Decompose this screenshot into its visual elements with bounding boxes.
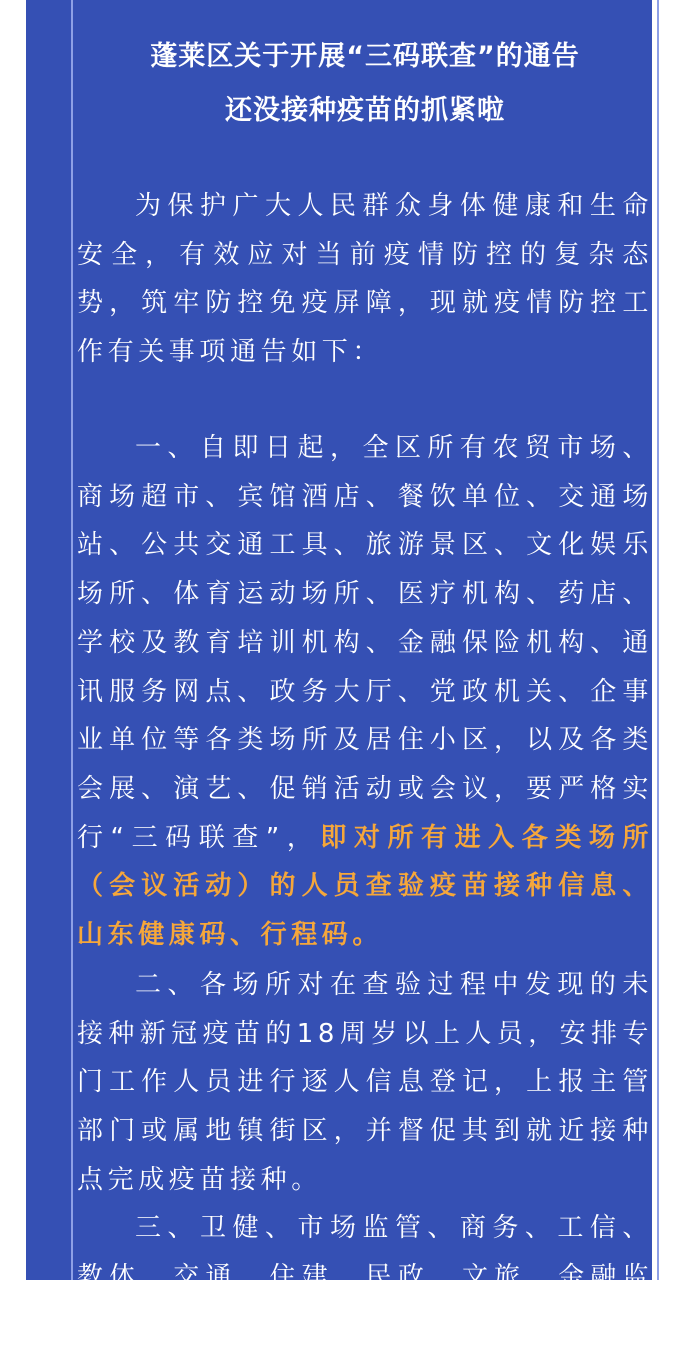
intro-paragraph: 为保护广大人民群众身体健康和生命安全，有效应对当前疫情防控的复杂态势，筑牢防控免疫屏障，现就疫情防控工作有关事项通告如下： [77,191,653,368]
notice-panel [26,0,653,1341]
right-border-line [657,0,659,1280]
item-3-paragraph: 三、卫健、市场监管、商务、工信、教体、交通、住建、民政、文旅、金融监管局等 [77,1213,653,1341]
notice-subtitle: 还没接种疫苗的抓紧啦 [225,95,505,126]
item-1-paragraph [77,424,653,960]
left-border-line [71,0,73,1280]
item-1-highlight: 即对所有进入各类场所（会议活动）的人员查验疫苗接种信息、山东健康码、行程码。 [77,822,653,951]
item-1-text: 一、自即日起，全区所有农贸市场、商场超市、宾馆酒店、餐饮单位、交通场站、公共交通工具、旅游景区、文化娱乐场所、体育运动场所、医疗机构、药店、学校及教育培训机构、金融保险机构、通讯服务网点、政务大厅、党政机关、企事业单位等各类场所及居住小区，以及各类会展、演艺、促销活动或会议，要严格实行“三码联查”， [77,433,653,853]
notice-title: 蓬莱区关于开展“三码联查”的通告 [150,41,580,72]
item-2-paragraph: 二、各场所对在查验过程中发现的未接种新冠疫苗的18周岁以上人员，安排专门工作人员进行逐人信息登记，上报主管部门或属地镇街区，并督促其到就近接种点完成疫苗接种。 [77,970,653,1195]
